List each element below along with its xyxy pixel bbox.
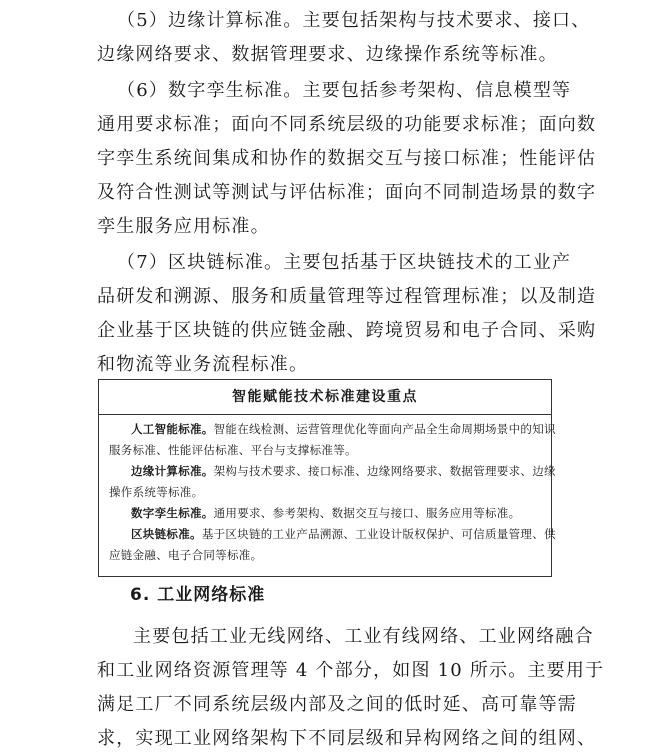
text-line: 品研发和溯源、服务和质量管理等过程管理标准；以及制造 — [97, 286, 597, 307]
box-item-edge — [131, 461, 556, 482]
paragraph-edge-computing — [97, 4, 591, 72]
text-line: 和工业网络资源管理等 4 个部分，如图 10 所示。主要用于 — [97, 660, 605, 681]
box-item-term: 人工智能标准。 — [131, 422, 214, 436]
text-line: 满足工厂不同系统层级内部及之间的低时延、高可靠等需 — [97, 694, 577, 715]
box-item-text: 智能在线检测、运营管理优化等面向产品全生命周期场景中的知识 — [213, 422, 556, 436]
text-line: 主要包括工业无线网络、工业有线网络、工业网络融合 — [133, 626, 594, 647]
box-item-text: 基于区块链的工业产品溯源、工业设计版权保护、可信质量管理、供 — [201, 527, 556, 541]
text-line: 边缘网络要求、数据管理要求、边缘操作系统等标准。 — [97, 44, 558, 65]
paragraph-industrial-network — [97, 620, 605, 756]
text-line: 字孪生系统间集成和协作的数据交互与接口标准；性能评估 — [97, 148, 597, 169]
box-title: 智能赋能技术标准建设重点 — [99, 380, 551, 415]
box-body — [109, 419, 556, 566]
paragraph-blockchain — [97, 246, 597, 382]
box-item-term: 边缘计算标准。 — [131, 464, 214, 478]
box-item-text: 操作系统等标准。 — [109, 485, 204, 499]
box-item-text: 应链金融、电子合同等标准。 — [109, 548, 263, 562]
text-line: 求，实现工业网络架构下不同层级和异构网络之间的组网、 — [97, 728, 597, 749]
box-item-ai — [131, 419, 556, 440]
box-item-term: 数字孪生标准。 — [131, 506, 214, 520]
key-points-box — [98, 379, 556, 577]
text-line: （5）边缘计算标准。主要包括架构与技术要求、接口、 — [117, 10, 591, 31]
text-line: 通用要求标准；面向不同系统层级的功能要求标准；面向数 — [97, 114, 597, 135]
box-item-text: 通用要求、参考架构、数据交互与接口、服务应用等标准。 — [213, 506, 521, 520]
text-line: （7）区块链标准。主要包括基于区块链技术的工业产 — [117, 252, 572, 273]
paragraph-digital-twin — [97, 74, 597, 244]
text-line: 和物流等业务流程标准。 — [97, 354, 309, 375]
section-heading: 6. 工业网络标准 — [130, 585, 266, 605]
text-line: 孪生服务应用标准。 — [97, 216, 270, 237]
box-item-term: 区块链标准。 — [131, 527, 202, 541]
text-line: 及符合性测试等测试与评估标准；面向不同制造场景的数字 — [97, 182, 597, 203]
box-item-text: 架构与技术要求、接口标准、边缘网络要求、数据管理要求、边缘 — [213, 464, 556, 478]
text-line: （6）数字孪生标准。主要包括参考架构、信息模型等 — [117, 80, 572, 101]
text-line: 企业基于区块链的供应链金融、跨境贸易和电子合同、采购 — [97, 320, 597, 341]
box-item-text: 服务标准、性能评估标准、平台与支撑标准等。 — [109, 443, 357, 457]
box-item-blockchain — [131, 524, 556, 545]
box-item-twin — [131, 503, 543, 524]
